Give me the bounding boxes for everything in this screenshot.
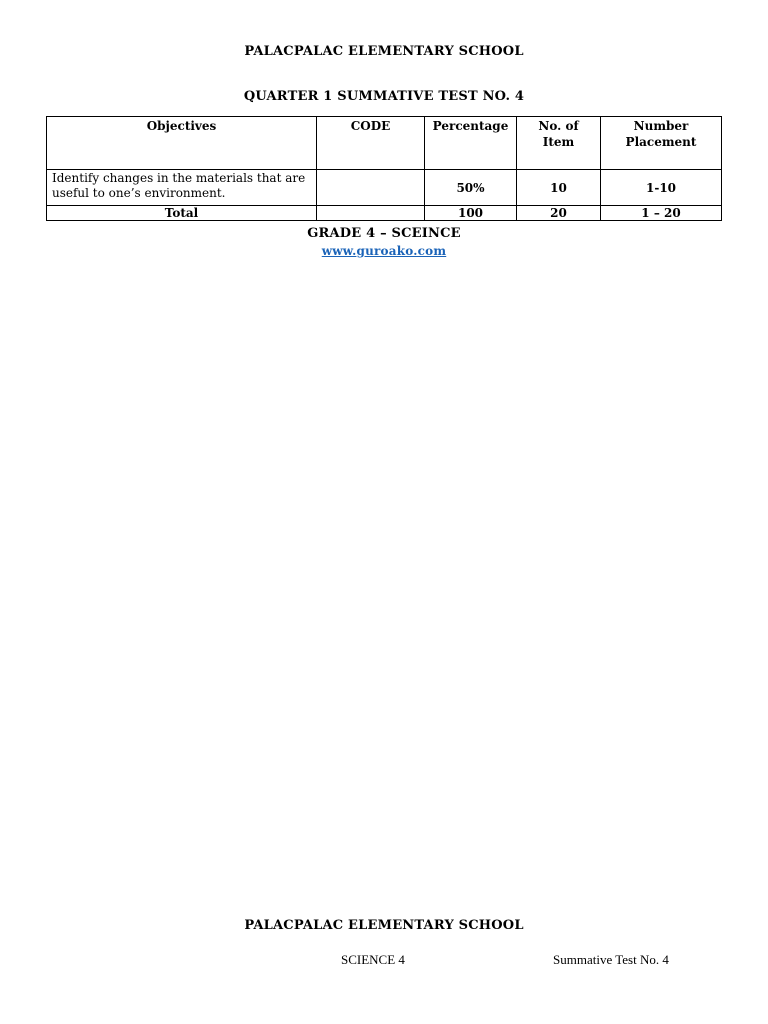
footer-test-label: Summative Test No. 4 — [553, 952, 669, 967]
cell-code — [317, 170, 425, 206]
footer-subject: SCIENCE 4 — [341, 952, 405, 967]
header-code: CODE — [317, 117, 425, 170]
cell-items: 10 — [517, 170, 601, 206]
header-items: No. of Item — [517, 117, 601, 170]
header-percentage: Percentage — [425, 117, 517, 170]
header-placement: Number Placement — [601, 117, 722, 170]
table-row — [47, 170, 722, 206]
total-label: Total — [47, 206, 317, 221]
table-total-row — [47, 206, 722, 221]
school-title: PALACPALAC ELEMENTARY SCHOOL — [244, 44, 524, 59]
grade-subject: GRADE 4 – SCEINCE — [307, 226, 461, 241]
total-placement: 1 – 20 — [601, 206, 722, 221]
table-of-specification — [46, 116, 722, 221]
test-title: QUARTER 1 SUMMATIVE TEST NO. 4 — [243, 89, 525, 104]
total-percentage: 100 — [425, 206, 517, 221]
header-objectives: Objectives — [47, 117, 317, 170]
footer-school-title: PALACPALAC ELEMENTARY SCHOOL — [244, 918, 524, 933]
cell-placement: 1-10 — [601, 170, 722, 206]
cell-percentage: 50% — [425, 170, 517, 206]
total-items: 20 — [517, 206, 601, 221]
table-header-row — [47, 117, 722, 170]
cell-objective: Identify changes in the materials that are useful to one’s environment. — [47, 170, 317, 206]
total-code — [317, 206, 425, 221]
website-link[interactable]: www.guroako.com — [321, 244, 447, 258]
